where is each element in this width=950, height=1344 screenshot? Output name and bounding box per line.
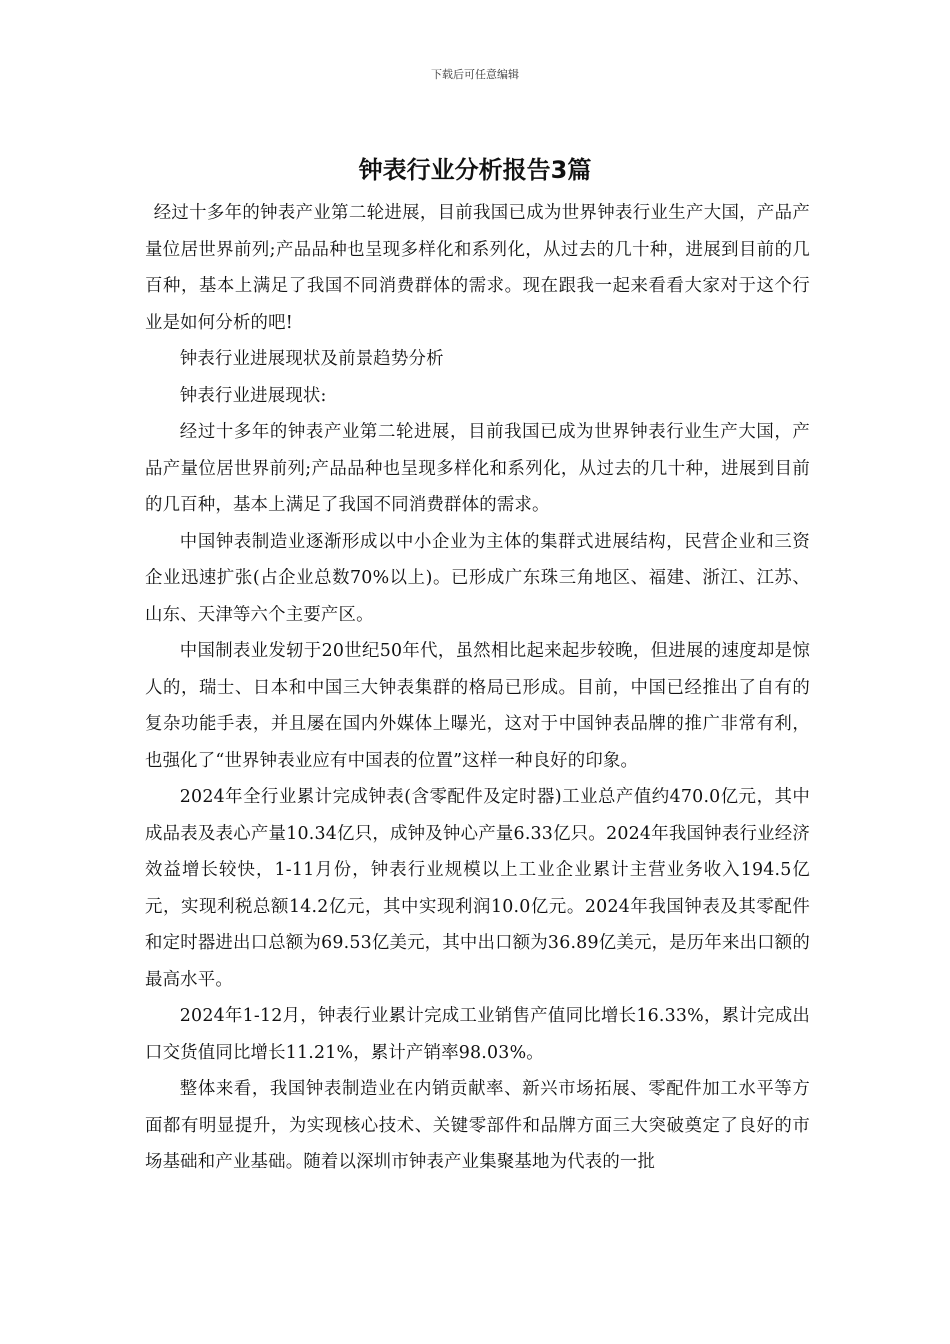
paragraph-subheading: 钟表行业进展现状: [179,385,327,406]
paragraph: 经过十多年的钟表产业第二轮进展，目前我国已成为世界钟表行业生产大国，产品产量位居世界前列;产品品种也呈现多样化和系列化，从过去的几十种，进展到目前的几百种，基本上满足了我国不同消费群体的需求。 [145,422,810,515]
document-body [145,195,810,1181]
paragraph-section-heading: 钟表行业进展现状及前景趋势分析 [179,349,444,369]
paragraph-intro: 经过十多年的钟表产业第二轮进展，目前我国已成为世界钟表行业生产大国，产品产量位居世界前列;产品品种也呈现多样化和系列化，从过去的几十种，进展到目前的几百种，基本上满足了我国不同消费群体的需求。现在跟我一起来看看大家对于这个行业是如何分析的吧! [145,203,810,333]
page-header-note: 下载后可任意编辑 [431,68,519,81]
paragraph: 整体来看，我国钟表制造业在内销贡献率、新兴市场拓展、零配件加工水平等方面都有明显提升，为实现核心技术、关键零部件和品牌方面三大突破奠定了良好的市场基础和产业基础。随着以深圳市钟表产业集聚基地为代表的一批 [145,1079,810,1172]
document-title: 钟表行业分析报告3篇 [358,156,592,184]
paragraph: 2024年1-12月，钟表行业累计完成工业销售产值同比增长16.33%，累计完成出口交货值同比增长11.21%，累计产销率98.03%。 [145,1006,810,1063]
paragraph: 中国制表业发轫于20世纪50年代，虽然相比起来起步较晚，但进展的速度却是惊人的，瑞士、日本和中国三大钟表集群的格局已形成。目前，中国已经推出了自有的复杂功能手表，并且屡在国内外媒体上曝光，这对于中国钟表品牌的推广非常有利，也强化了“世界钟表业应有中国表的位置”这样一种良好的印象。 [145,641,810,771]
paragraph: 2024年全行业累计完成钟表(含零配件及定时器)工业总产值约470.0亿元，其中成品表及表心产量10.34亿只，成钟及钟心产量6.33亿只。2024年我国钟表行业经济效益增长较快，1-11月份，钟表行业规模以上工业企业累计主营业务收入194.5亿元，实现利税总额14.2亿元，其中实现利润10.0亿元。2024年我国钟表及其零配件和定时器进出口总额为69.53亿美元，其中出口额为36.89亿美元，是历年来出口额的最高水平。 [145,787,810,990]
paragraph: 中国钟表制造业逐渐形成以中小企业为主体的集群式进展结构，民营企业和三资企业迅速扩张(占企业总数70%以上)。已形成广东珠三角地区、福建、浙江、江苏、山东、天津等六个主要产区。 [145,531,810,625]
